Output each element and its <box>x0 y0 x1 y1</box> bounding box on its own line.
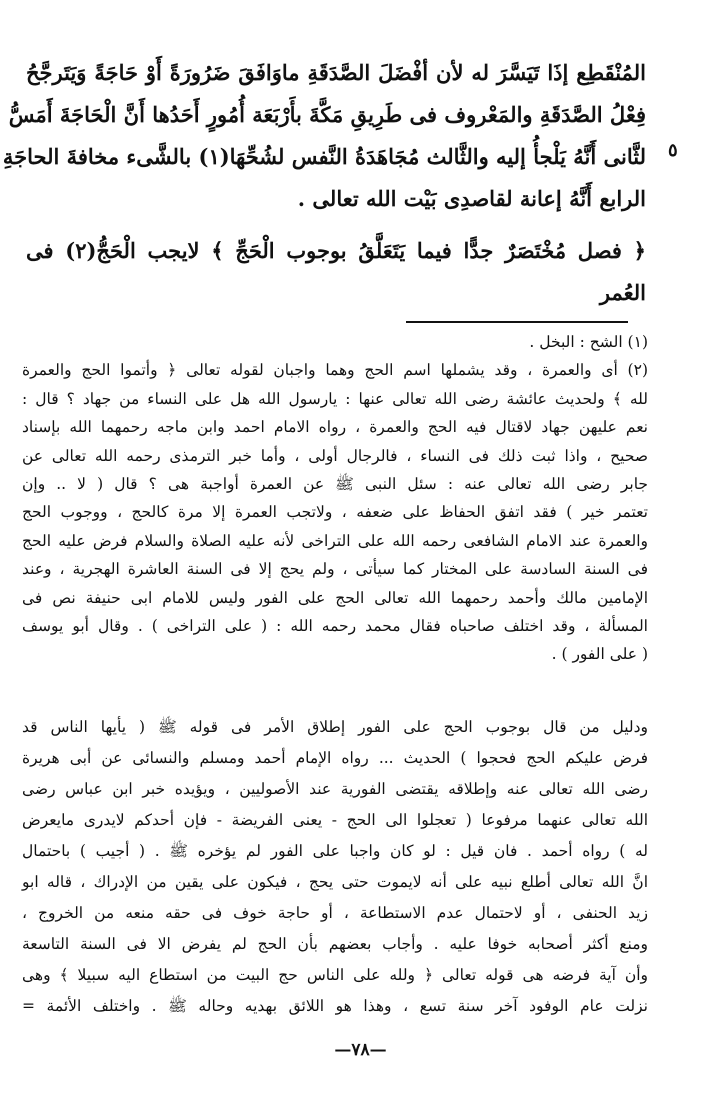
footnote-line: (٢) أى والعمرة ، وقد يشملها اسم الحج وهما واجبان لقوله تعالى ﴿ وأتموا الحج والعمرة <box>22 361 648 380</box>
commentary-paragraph <box>22 712 648 1022</box>
footnote-line: ( على الفور ) . <box>551 645 648 664</box>
section-heading <box>26 230 646 314</box>
commentary-line: زيد الحنفى ، أو لاحتمال عدم الاستطاعة ، أو حاجة خوف فى حقه منعه من الخروج ، <box>22 904 648 922</box>
main-text-line: الرابع أَنَّهُ إعانة لقاصدِى بَيْت الله تعالى . <box>297 186 646 211</box>
main-text-line: فِعْلُ الصَّدَقَةِ والمَعْروف فى طَرِيقِ مَكَّةَ بأَرْبَعَة أُمُورٍ أَحَدُها أَنَّ الْحَاجَةَ أَمَسُّ <box>8 102 646 127</box>
footnote-line: لله ﴾ ولحديث عائشة رضى الله تعالى عنها : يارسول الله هل على النساء من جهاد ؟ قال : <box>22 389 648 408</box>
footnote-line: صحيح ، واذا ثبت ذلك فى النساء ، فالرجال أولى ، وأما خبر الترمذى رحمه الله تعالى عن <box>22 446 648 465</box>
page-number: —٧٨— <box>334 1040 387 1060</box>
section-heading-line: ﴿ فصل مُخْتَصَرٌ جدًّا فيما يَتَعَلَّقُ بوجوب الْحَجِّ ﴾ لايجب الْحَجُّ(٢) فى <box>26 238 646 263</box>
footnote-line: المسألة ، وقد اختلف صاحباه فقال محمد رحمه الله : ( على التراخى ) . وقال أبو يوسف <box>22 617 648 636</box>
footnote-separator <box>406 321 628 323</box>
footnote-line: نعم عليهن جهاد لاقتال فيه الحج والعمرة ، رواه الامام احمد وابن ماجه رحمهما الله بإسناد <box>22 418 648 437</box>
footnote-line: (١) الشح : البخل . <box>529 333 648 351</box>
commentary-line: له ) رواه أحمد . فان قيل : لو كان واجبا على الفور لم يؤخره ﷺ . ( أجيب ) باحتمال <box>22 842 648 860</box>
footnote-line: الإمامين مالك وأحمد رحمهما الله تعالى الحج على الفور وليس للامام ابى حنيفة نص فى <box>22 588 648 607</box>
commentary-line: نزلت عام الوفود آخر سنة تسع ، وهذا هو اللائق بهديه وحاله ﷺ . واختلف الأئمة = <box>22 997 648 1015</box>
commentary-line: الله تعالى عنهما مرفوعا ( تعجلوا الى الحج - يعنى الفريضة - فإن أحدكم لايدرى مايعرض <box>22 811 648 829</box>
commentary-line: ودليل من قال بوجوب الحج على الفور إطلاق الأمر فى قوله ﷺ ( يأيها الناس قد <box>22 718 648 736</box>
commentary-line: وأن آية فرضه هى قوله تعالى ﴿ ولله على الناس حج البيت من استطاع اليه سبيلا ﴾ وهى <box>22 966 648 984</box>
commentary-line: انَّ الله تعالى أطلع نبيه على أنه لايموت حتى يحج ، فيكون على يقين من الإدراك ، قاله ابو <box>22 873 648 891</box>
margin-line-number: ٥ <box>668 140 678 161</box>
main-text-block <box>2 52 646 220</box>
section-heading-line: العُمر <box>599 280 646 305</box>
commentary-line: ومنع أكثر أصحابه خوفا عليه . وأجاب بعضهم بأن الحج لم يفرض الا فى السنة التاسعة <box>22 935 648 953</box>
main-text-line: المُنْقَطِع إذَا تَيَسَّرَ له لأن أفْضَلَ الصَّدَقَةِ ماوَافَقَ ضَرُورَةً أَوْ حَاجَةً وَيَتَرجَّحُ <box>26 60 646 85</box>
footnote-line: تعتمر خير ) فقد اتفق الحفاظ على ضعفه ، ولاتجب العمرة إلا مرة كالحج ، ووجوب الحج <box>22 503 648 522</box>
main-text-line: لثَّانى أَنَّهُ يَلْجأُ إليه والثَّالث مُجَاهَدَةُ النَّفس لشُحِّهَا(١) بالشَّىء مخافةَ الحاجَةِ <box>2 144 646 169</box>
footnote-line: جابر رضى الله تعالى عنه : سئل النبى ﷺ عن العمرة أواجبة هى ؟ قال ( لا .. وإن <box>22 475 648 494</box>
commentary-line: فرض عليكم الحج فحجوا ) الحديث ... رواه الإمام أحمد ومسلم والنسائى عن أبى هريرة <box>22 749 648 767</box>
footnote-line: فى السنة السادسة على المختار كما سيأتى ، ولم يحج إلا فى السنة العاشرة الهجرية ، وعند <box>22 560 648 579</box>
commentary-line: رضى الله تعالى عنه وإطلاقه يقتضى الفورية عند الأصوليين ، ويؤيده خبر ابن عباس رضى <box>22 780 648 798</box>
footnote-line: والعمرة عند الامام الشافعى رحمه الله على التراخى لأنه عليه الصلاة والسلام فرض عليه الحج <box>22 531 648 550</box>
footnotes-block <box>22 328 648 669</box>
